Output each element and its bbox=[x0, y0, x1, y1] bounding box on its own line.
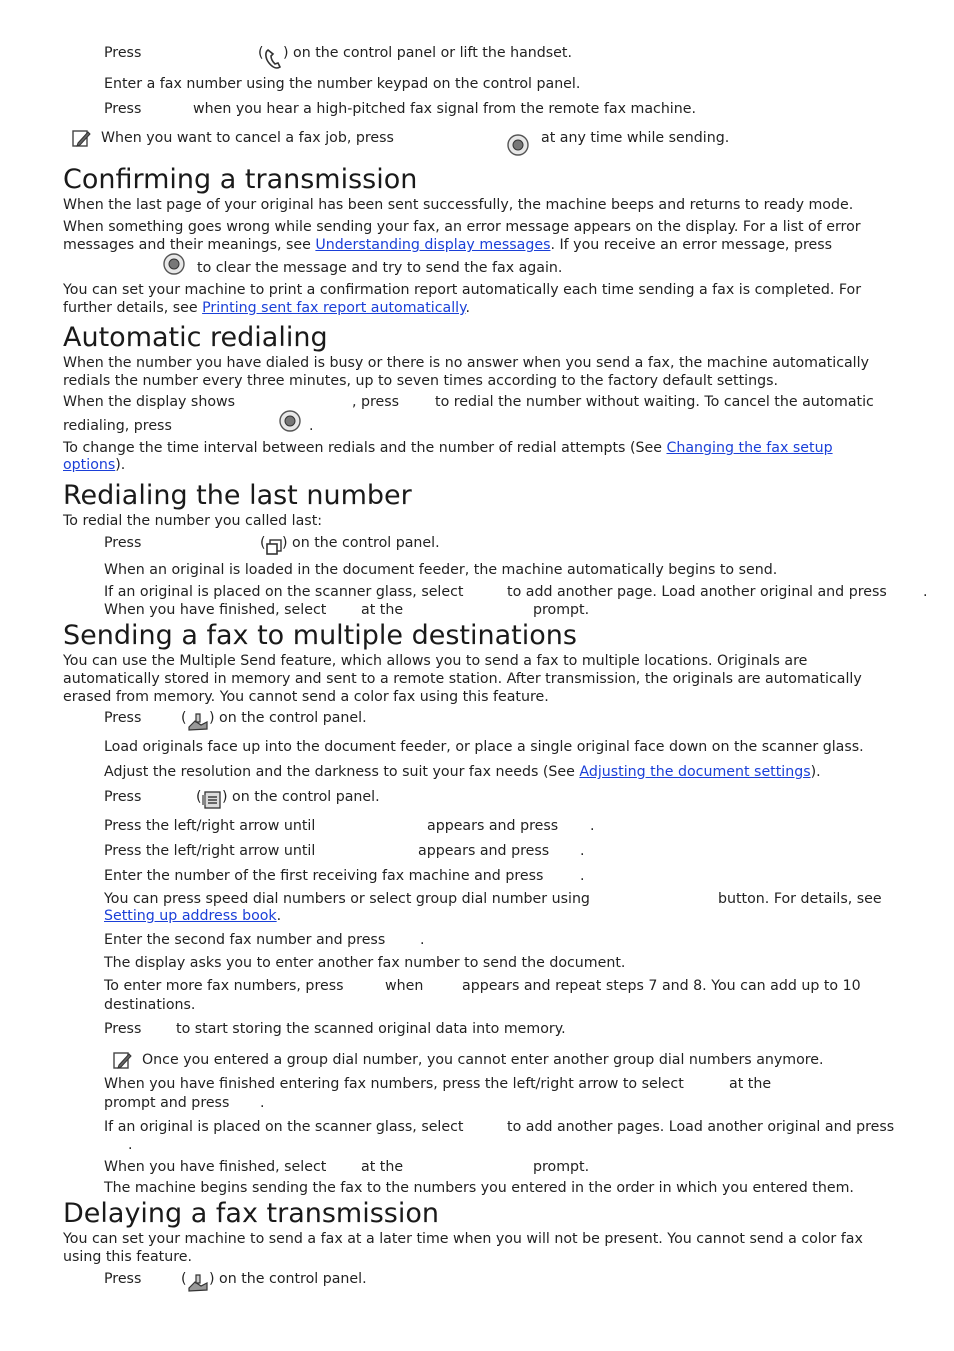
step-text: When you have finished, select bbox=[104, 602, 327, 618]
stop-icon bbox=[163, 253, 185, 275]
step-text: To enter more fax numbers, press bbox=[104, 978, 344, 994]
section-heading: Redialing the last number bbox=[63, 480, 412, 511]
step-text: Enter a fax number using the number keypad on the control panel. bbox=[104, 76, 581, 92]
menu-icon bbox=[201, 789, 223, 811]
step-text: ) on the control panel. bbox=[209, 710, 367, 726]
step-text: When you have finished, select bbox=[104, 1159, 327, 1175]
step-text: Press bbox=[104, 710, 142, 726]
step-text: prompt and press bbox=[104, 1095, 230, 1111]
step-text: The display asks you to enter another fax number to send the document. bbox=[104, 955, 626, 971]
paragraph-line: , press bbox=[352, 394, 400, 410]
link-options[interactable]: options bbox=[63, 457, 116, 473]
note-text: Once you entered a group dial number, you cannot enter another group dial numbers anymore. bbox=[142, 1052, 824, 1068]
step-text: to add another page. Load another original and press bbox=[507, 584, 887, 600]
step-text: . bbox=[128, 1137, 133, 1153]
paren: ( bbox=[196, 789, 202, 805]
step-text: . bbox=[580, 868, 585, 884]
step-text: . bbox=[923, 584, 928, 600]
step-text: ) on the control panel. bbox=[222, 789, 380, 805]
paragraph-line: You can set your machine to send a fax at a later time when you will not be present. You cannot send a color fax bbox=[63, 1231, 863, 1247]
paragraph-line: You can use the Multiple Send feature, which allows you to send a fax to multiple locations. Originals are bbox=[63, 653, 808, 669]
step-text: at the bbox=[361, 602, 404, 618]
step-text: appears and repeat steps 7 and 8. You can add up to 10 bbox=[462, 978, 861, 994]
step-text: destinations. bbox=[104, 997, 196, 1013]
step-text: Press the left/right arrow until bbox=[104, 843, 316, 859]
paragraph-line: . bbox=[309, 418, 314, 434]
section-heading: Delaying a fax transmission bbox=[63, 1198, 439, 1229]
step-text: . bbox=[260, 1095, 265, 1111]
paragraph-line: To redial the number you called last: bbox=[63, 513, 323, 529]
paragraph-line: erased from memory. You cannot send a color fax using this feature. bbox=[63, 689, 549, 705]
step-text: Setting up address book. bbox=[104, 908, 282, 924]
section-heading: Sending a fax to multiple destinations bbox=[63, 620, 577, 651]
paragraph-line: You can set your machine to print a confirmation report automatically each time sending a fax is completed. For bbox=[63, 282, 862, 298]
step-text: Load originals face up into the document feeder, or place a single original face down on the scanner glass. bbox=[104, 739, 864, 755]
step-text: ) on the control panel or lift the handset. bbox=[283, 45, 572, 61]
handset-icon bbox=[263, 48, 285, 70]
step-text: If an original is placed on the scanner glass, select bbox=[104, 584, 464, 600]
paragraph-line: to clear the message and try to send the fax again. bbox=[197, 260, 563, 276]
stop-icon bbox=[279, 410, 301, 432]
step-text: You can press speed dial numbers or select group dial number using bbox=[104, 891, 590, 907]
paragraph-line: redials the number every three minutes, up to seven times according to the factory default settings. bbox=[63, 373, 778, 389]
step-text: Press the left/right arrow until bbox=[104, 818, 316, 834]
step-text: ) on the control panel. bbox=[209, 1271, 367, 1287]
step-text: button. For details, see bbox=[718, 891, 882, 907]
stop-icon bbox=[507, 134, 529, 156]
step-text: Enter the second fax number and press bbox=[104, 932, 386, 948]
paren: ( bbox=[181, 1271, 187, 1287]
note-text: When you want to cancel a fax job, press bbox=[101, 130, 394, 146]
section-heading: Confirming a transmission bbox=[63, 164, 418, 195]
paren: ( bbox=[260, 535, 266, 551]
note-icon bbox=[113, 1052, 133, 1070]
step-text: when you hear a high-pitched fax signal from the remote fax machine. bbox=[193, 101, 696, 117]
step-text: at the bbox=[729, 1076, 772, 1092]
link-understanding-display-messages[interactable]: Understanding display messages bbox=[315, 237, 551, 253]
step-text: Press bbox=[104, 101, 142, 117]
redial-icon bbox=[265, 538, 283, 556]
link-printing-sent-fax-report[interactable]: Printing sent fax report automatically bbox=[202, 300, 466, 316]
step-text: to add another pages. Load another original and press bbox=[507, 1119, 895, 1135]
paragraph-line: automatically stored in memory and sent to a remote station. After transmission, the originals are automatically bbox=[63, 671, 862, 687]
step-text: . bbox=[420, 932, 425, 948]
link-changing-fax-setup[interactable]: Changing the fax setup bbox=[666, 440, 833, 456]
step-text: prompt. bbox=[533, 1159, 590, 1175]
step-text: If an original is placed on the scanner glass, select bbox=[104, 1119, 464, 1135]
step-text: appears and press bbox=[427, 818, 559, 834]
step-text: Press bbox=[104, 535, 142, 551]
paragraph-line: messages and their meanings, see Understanding display messages. If you receive an error message, press bbox=[63, 237, 832, 253]
paragraph-line: options). bbox=[63, 457, 126, 473]
note-text: at any time while sending. bbox=[541, 130, 730, 146]
fax-icon bbox=[186, 1272, 210, 1294]
link-setting-up-address-book[interactable]: Setting up address book bbox=[104, 908, 277, 924]
note-icon bbox=[72, 130, 92, 148]
step-text: Adjust the resolution and the darkness to suit your fax needs (See Adjusting the document settings). bbox=[104, 764, 821, 780]
step-text: Press bbox=[104, 1021, 142, 1037]
paragraph-line: When the display shows bbox=[63, 394, 235, 410]
step-text: When you have finished entering fax numbers, press the left/right arrow to select bbox=[104, 1076, 684, 1092]
step-text: Press bbox=[104, 1271, 142, 1287]
link-adjusting-document-settings[interactable]: Adjusting the document settings bbox=[579, 764, 811, 780]
paren: ( bbox=[258, 45, 264, 61]
paren: ( bbox=[181, 710, 187, 726]
paragraph-line: redialing, press bbox=[63, 418, 172, 434]
step-text: appears and press bbox=[418, 843, 550, 859]
fax-icon bbox=[186, 711, 210, 733]
paragraph-line: using this feature. bbox=[63, 1249, 192, 1265]
paragraph-line: When the number you have dialed is busy or there is no answer when you send a fax, the machine automatically bbox=[63, 355, 869, 371]
step-text: prompt. bbox=[533, 602, 590, 618]
paragraph-line: When something goes wrong while sending your fax, an error message appears on the display. For a list of error bbox=[63, 219, 861, 235]
step-text: . bbox=[590, 818, 595, 834]
paragraph-line: To change the time interval between redials and the number of redial attempts (See Changing the fax setup bbox=[63, 440, 833, 456]
paragraph-line: When the last page of your original has been sent successfully, the machine beeps and returns to ready mode. bbox=[63, 197, 854, 213]
step-text: to start storing the scanned original data into memory. bbox=[176, 1021, 566, 1037]
step-text: When an original is loaded in the document feeder, the machine automatically begins to send. bbox=[104, 562, 778, 578]
step-text: Press bbox=[104, 45, 142, 61]
step-text: . bbox=[580, 843, 585, 859]
step-text: Enter the number of the first receiving fax machine and press bbox=[104, 868, 544, 884]
step-text: ) on the control panel. bbox=[282, 535, 440, 551]
step-text: The machine begins sending the fax to the numbers you entered in the order in which you entered them. bbox=[104, 1180, 854, 1196]
section-heading: Automatic redialing bbox=[63, 322, 328, 353]
step-text: Press bbox=[104, 789, 142, 805]
paragraph-line: to redial the number without waiting. To cancel the automatic bbox=[435, 394, 874, 410]
step-text: at the bbox=[361, 1159, 404, 1175]
step-text: when bbox=[385, 978, 424, 994]
paragraph-line: further details, see Printing sent fax report automatically. bbox=[63, 300, 471, 316]
